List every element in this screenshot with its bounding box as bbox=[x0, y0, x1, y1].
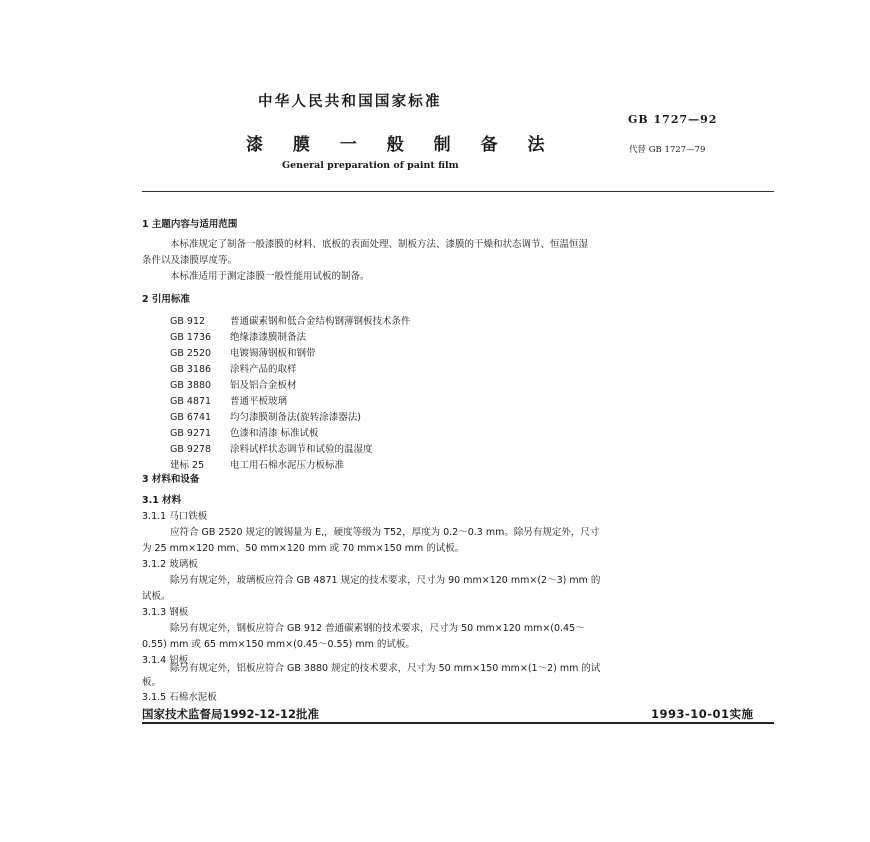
reference-title: 普通平板玻璃 bbox=[230, 396, 288, 407]
reference-title: 涂料试样状态调节和试验的温湿度 bbox=[230, 444, 373, 455]
footer-rule bbox=[142, 722, 774, 724]
reference-item bbox=[170, 393, 287, 407]
reference-code: GB 3880 bbox=[170, 380, 212, 391]
section-1-paragraph-line: 条件以及漆膜厚度等。 bbox=[142, 255, 238, 266]
reference-item bbox=[170, 313, 411, 327]
reference-code: GB 912 bbox=[170, 316, 206, 327]
subsection-3-1-4-text-line: 除另有规定外，铝板应符合 GB 3880 规定的技术要求，尺寸为 50 mm×150 mm×(1～2) mm 的试 bbox=[170, 663, 601, 674]
reference-title: 色漆和清漆 标准试板 bbox=[230, 428, 319, 439]
subsection-3-1-3-text-line: 0.55) mm 或 65 mm×150 mm×(0.45～0.55) mm 的试板。 bbox=[142, 639, 415, 650]
subsection-3-1-2-heading: 3.1.2 玻璃板 bbox=[142, 559, 198, 570]
subsection-3-1-1-text-line: 为 25 mm×120 mm、50 mm×120 mm 或 70 mm×150 mm 的试板。 bbox=[142, 543, 465, 554]
reference-code: GB 4871 bbox=[170, 396, 212, 407]
reference-item bbox=[170, 329, 306, 343]
subsection-3-1-4-text-line: 板。 bbox=[142, 677, 162, 688]
subsection-3-1-4-heading: 3.1.4 铝板 bbox=[142, 655, 189, 666]
reference-item bbox=[170, 425, 319, 439]
subsection-3-1-heading: 3.1 材料 bbox=[142, 495, 182, 506]
reference-item bbox=[170, 457, 344, 471]
reference-title: 涂料产品的取样 bbox=[230, 364, 297, 375]
subsection-3-1-2-text-line: 除另有规定外，玻璃板应符合 GB 4871 规定的技术要求，尺寸为 90 mm×120 mm×(2～3) mm 的 bbox=[170, 575, 601, 586]
subsection-3-1-2-text-line: 试板。 bbox=[142, 591, 171, 602]
effective-date: 1993-10-01实施 bbox=[651, 707, 754, 721]
reference-item bbox=[170, 441, 373, 455]
reference-code: GB 9278 bbox=[170, 444, 212, 455]
reference-code: GB 2520 bbox=[170, 348, 212, 359]
standard-code: GB 1727—92 bbox=[628, 113, 718, 126]
section-2-heading: 2 引用标准 bbox=[142, 294, 190, 305]
subsection-3-1-3-heading: 3.1.3 钢板 bbox=[142, 607, 189, 618]
document-title: 漆 膜 一 般 制 备 法 bbox=[246, 135, 557, 155]
issuing-country-heading: 中华人民共和国国家标准 bbox=[258, 94, 442, 110]
header-rule bbox=[142, 191, 774, 192]
reference-item bbox=[170, 361, 297, 375]
section-3-heading: 3 材料和设备 bbox=[142, 474, 200, 485]
reference-code: GB 3186 bbox=[170, 364, 212, 375]
reference-title: 电镀锡薄钢板和钢带 bbox=[230, 348, 316, 359]
reference-title: 绝缘漆漆膜制备法 bbox=[230, 332, 307, 343]
reference-code: GB 9271 bbox=[170, 428, 212, 439]
approval-line: 国家技术监督局1992-12-12批准 bbox=[142, 707, 320, 721]
english-title: General preparation of paint film bbox=[282, 160, 459, 171]
reference-title: 电工用石棉水泥压力板标准 bbox=[230, 460, 345, 471]
reference-code: GB 6741 bbox=[170, 412, 212, 423]
reference-code: 建标 25 bbox=[170, 460, 205, 471]
reference-title: 均匀漆膜制备法(旋转涂漆器法) bbox=[230, 412, 361, 423]
section-1-paragraph-line: 本标准规定了制备一般漆膜的材料、底板的表面处理、制板方法、漆膜的干燥和状态调节、恒温恒湿 bbox=[170, 239, 589, 250]
section-1-paragraph-2: 本标准适用于测定漆膜一般性能用试板的制备。 bbox=[170, 271, 370, 282]
reference-item bbox=[170, 409, 361, 423]
subsection-3-1-1-heading: 3.1.1 马口铁板 bbox=[142, 511, 208, 522]
reference-title: 铝及铝合金板材 bbox=[230, 380, 297, 391]
subsection-3-1-3-text-line: 除另有规定外，钢板应符合 GB 912 普通碳素钢的技术要求，尺寸为 50 mm×120 mm×(0.45～ bbox=[170, 623, 585, 634]
reference-code: GB 1736 bbox=[170, 332, 212, 343]
section-1-heading: 1 主题内容与适用范围 bbox=[142, 219, 238, 230]
reference-item bbox=[170, 377, 297, 391]
replaces-note: 代替 GB 1727—79 bbox=[629, 145, 706, 155]
reference-item bbox=[170, 345, 316, 359]
reference-title: 普通碳素钢和低合金结构钢薄钢板技术条件 bbox=[230, 316, 411, 327]
subsection-3-1-5-heading: 3.1.5 石棉水泥板 bbox=[142, 692, 217, 703]
subsection-3-1-1-text-line: 应符合 GB 2520 规定的镀锡量为 E,，硬度等级为 T52，厚度为 0.2～0.3 mm。除另有规定外，尺寸 bbox=[170, 527, 600, 538]
